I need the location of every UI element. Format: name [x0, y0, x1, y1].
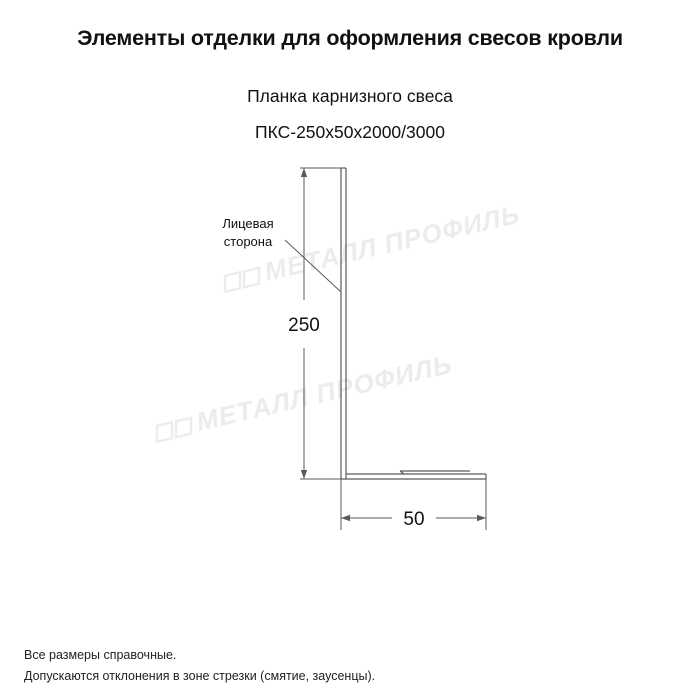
footer-note-1: Все размеры справочные.	[24, 648, 177, 662]
leader-line-face-side	[285, 240, 341, 292]
footer-note-2: Допускаются отклонения в зоне стрезки (смятие, заусенцы).	[24, 669, 376, 683]
product-name: Планка карнизного свеса	[247, 86, 453, 106]
watermark-logo-icon: ◻◻	[148, 409, 194, 448]
face-side-label-line2: сторона	[223, 234, 273, 249]
watermark-logo-icon: ◻◻	[216, 259, 262, 298]
page-title: Элементы отделки для оформления свесов кровли	[77, 26, 623, 50]
face-side-label-line1: Лицевая	[222, 216, 274, 231]
watermark-text: МЕТАЛЛ ПРОФИЛЬ	[261, 198, 523, 287]
product-code: ПКС-250х50х2000/3000	[255, 122, 445, 142]
arrow-down	[301, 470, 307, 479]
arrow-left	[341, 515, 350, 521]
dimension-lines	[285, 168, 486, 530]
arrow-right	[477, 515, 486, 521]
profile-outline	[341, 168, 486, 479]
dimension-value-vertical: 250	[288, 315, 320, 336]
watermark-text: МЕТАЛЛ ПРОФИЛЬ	[193, 348, 455, 437]
dimension-value-horizontal: 50	[403, 509, 425, 530]
arrow-up	[301, 168, 307, 177]
